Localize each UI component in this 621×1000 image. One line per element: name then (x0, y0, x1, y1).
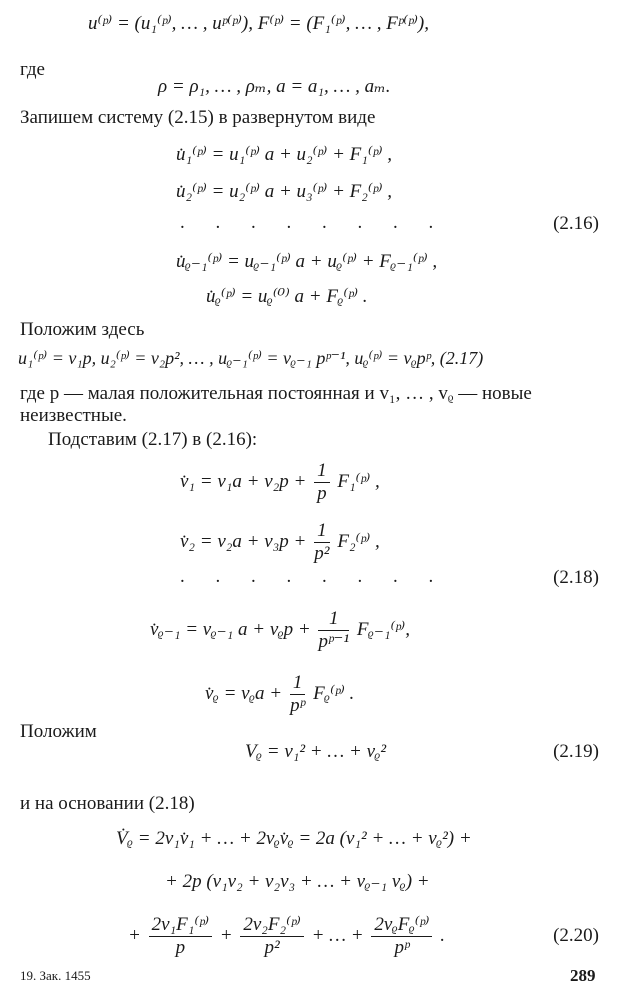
eq-2-16-line-4: u̇ᵨ⁽ᵖ⁾ = uᵨ⁽⁰⁾ a + Fᵨ⁽ᵖ⁾ . (206, 286, 368, 307)
eq-2-20-3-plus-2: + (219, 925, 233, 946)
eq-2-18-4-lhs: v̇ᵨ = vᵨa + (205, 683, 283, 704)
text-polozhim: Положим (20, 721, 97, 742)
eq-2-20-3-plus-1: + (128, 925, 141, 946)
fraction-1-over-p-rho-1: $\frac{1}{\text{pᵖ⁻¹}}$ (318, 608, 350, 653)
eq-number-2-19: (2.19) (553, 741, 599, 762)
text-gde-p-1: где p — малая положительная постоянная и v₁, … , vᵨ — новые (20, 383, 532, 404)
text-gde: где (20, 59, 45, 80)
fraction-1-over-p2: $\frac{1}{\text{p²}}$ (314, 520, 330, 565)
eq-2-18-line-3 (150, 602, 410, 658)
fraction-2vrhoFrho-over-prho: $\frac{\text{2vᵨFᵨ⁽ᵖ⁾}}{\text{pᵖ}}$ (371, 914, 432, 959)
eq-2-20-line-3 (128, 908, 445, 964)
eq-2-18-4-rhs: Fᵨ⁽ᵖ⁾ . (313, 683, 355, 704)
dots-2-16: . . . . . . . . (180, 212, 447, 233)
dots-2-18: . . . . . . . . (180, 566, 447, 587)
eq-2-18-line-4 (205, 666, 354, 722)
eq-2-18-3-rhs: Fᵨ₋₁⁽ᵖ⁾, (356, 619, 410, 640)
text-podstavim: Подставим (2.17) в (2.16): (48, 429, 258, 450)
eq-number-2-20: (2.20) (553, 925, 599, 946)
page-number: 289 (570, 966, 596, 985)
text-gde-p-2: неизвестные. (20, 405, 127, 426)
fraction-2v1F1-over-p: $\frac{\text{2v₁F₁⁽ᵖ⁾}}{p}$ (149, 914, 212, 959)
eq-2-20-3-period: . (440, 925, 445, 946)
eq-2-20-line-1: V̇ᵨ = 2v₁v̇₁ + … + 2vᵨv̇ᵨ = 2a (v₁² + … + vᵨ²) + (116, 828, 472, 849)
eq-2-16-line-3: u̇ᵨ₋₁⁽ᵖ⁾ = uᵨ₋₁⁽ᵖ⁾ a + uᵨ⁽ᵖ⁾ + Fᵨ₋₁⁽ᵖ⁾ , (176, 251, 438, 272)
text-zapishem: Запишем систему (2.15) в развернутом виде (20, 107, 376, 128)
eq-2-18-line-2 (180, 514, 380, 570)
eq-2-16-line-2: u̇₂⁽ᵖ⁾ = u₂⁽ᵖ⁾ a + u₃⁽ᵖ⁾ + F₂⁽ᵖ⁾ , (176, 181, 393, 202)
eq-2-18-2-rhs: F₂⁽ᵖ⁾ , (337, 531, 380, 552)
eq-2-20-3-ellipsis: + … + (311, 925, 364, 946)
fraction-1-over-p-rho: $\frac{1}{\text{pᵖ}}$ (290, 672, 305, 717)
eq-2-18-3-lhs: v̇ᵨ₋₁ = vᵨ₋₁ a + vᵨp + (150, 619, 311, 640)
footer-order-number: 19. Зак. 1455 (20, 968, 91, 983)
equation-defs: u⁽ᵖ⁾ = (u₁⁽ᵖ⁾, … , uᵖ⁽ᵖ⁾), F⁽ᵖ⁾ = (F₁⁽ᵖ⁾, … , Fᵖ⁽ᵖ⁾), (88, 13, 429, 34)
eq-2-18-1-lhs: v̇₁ = v₁a + v₂p + (180, 471, 307, 492)
equation-rho: ρ = ρ₁, … , ρₘ, a = a₁, … , aₘ. (158, 76, 391, 97)
eq-2-18-line-1 (180, 454, 380, 510)
eq-2-16-line-1: u̇₁⁽ᵖ⁾ = u₁⁽ᵖ⁾ a + u₂⁽ᵖ⁾ + F₁⁽ᵖ⁾ , (176, 144, 393, 165)
text-i-na-osnovanii: и на основании (2.18) (20, 793, 195, 814)
eq-number-2-16: (2.16) (553, 213, 599, 234)
fraction-2v2F2-over-p2: $\frac{\text{2v₂F₂⁽ᵖ⁾}}{\text{p²}}$ (240, 914, 303, 959)
equation-2-17: u₁⁽ᵖ⁾ = v₁p, u₂⁽ᵖ⁾ = v₂p², … , uᵨ₋₁⁽ᵖ⁾ = vᵨ₋₁ pᵖ⁻¹, uᵨ⁽ᵖ⁾ = vᵨpᵖ, (2.17) (18, 348, 484, 368)
fraction-1-over-p: $\frac{1}{p}$ (314, 460, 330, 505)
text-polozhim-zdes: Положим здесь (20, 319, 145, 340)
eq-2-20-line-2: + 2p (v₁v₂ + v₂v₃ + … + vᵨ₋₁ vᵨ) + (165, 871, 430, 892)
eq-2-18-2-lhs: v̇₂ = v₂a + v₃p + (180, 531, 307, 552)
eq-2-18-1-rhs: F₁⁽ᵖ⁾ , (337, 471, 380, 492)
eq-number-2-18: (2.18) (553, 567, 599, 588)
equation-2-19: Vᵨ = v₁² + … + vᵨ² (245, 741, 387, 762)
